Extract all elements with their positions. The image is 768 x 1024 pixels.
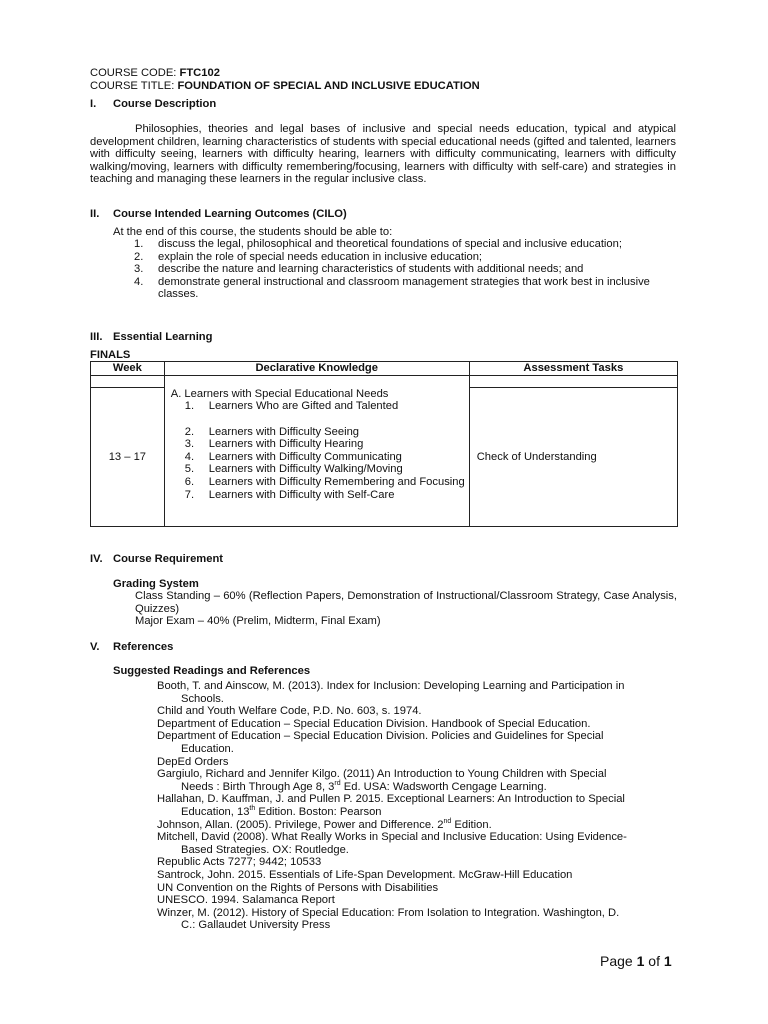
topic-heading: A. Learners with Special Educational Needs: [170, 387, 389, 400]
list-item: UN Convention on the Rights of Persons with Disabilities: [157, 881, 439, 894]
topic-list: [185, 400, 465, 501]
list-item: Santrock, John. 2015. Essentials of Life-Span Development. McGraw-Hill Education: [157, 868, 573, 881]
list-item: 6. Learners with Difficulty Remembering and Focusing: [184, 476, 465, 489]
list-item: Booth, T. and Ainscow, M. (2013). Index for Inclusion: Developing Learning and Participation in Schools.: [157, 680, 625, 705]
list-item: 3. describe the nature and learning characteristics of students with additional needs; and: [134, 263, 584, 276]
class-standing-line: Class Standing – 60% (Reflection Papers, Demonstration of Instructional/Classroom Strategy, Case Analysis, Quizzes): [135, 590, 677, 615]
list-item: 1. Learners Who are Gifted and Talented: [184, 400, 399, 413]
list-item: Hallahan, D. Kauffman, J. and Pullen P. 2015. Exceptional Learners: An Introduction to Special Education, 13th Edition. Boston: Pearson: [157, 793, 625, 818]
list-item: 4. demonstrate general instructional and classroom management strategies that work best in inclusive classes.: [134, 275, 650, 301]
section-essential-learning: III. Essential Learning: [90, 331, 213, 343]
list-item: 2. explain the role of special needs education in inclusive education;: [134, 250, 483, 263]
list-item: 3. Learners with Difficulty Hearing: [184, 438, 364, 451]
list-item: Johnson, Allan. (2005). Privilege, Power and Difference. 2nd Edition.: [157, 817, 492, 831]
section-references: V. References: [90, 641, 174, 653]
list-item: 4. Learners with Difficulty Communicating: [184, 450, 402, 463]
table-spacer-row: [91, 376, 678, 388]
major-exam-line: Major Exam – 40% (Prelim, Midterm, Final Exam): [135, 615, 381, 628]
list-item: Department of Education – Special Education Division. Handbook of Special Education.: [157, 717, 591, 730]
list-item: 7. Learners with Difficulty with Self-Care: [184, 488, 395, 501]
list-item: Republic Acts 7277; 9442; 10533: [157, 856, 322, 869]
cilo-list: [134, 238, 664, 301]
list-item: Child and Youth Welfare Code, P.D. No. 603, s. 1974.: [157, 705, 422, 718]
column-header-week: Week: [91, 362, 165, 376]
list-item: UNESCO. 1994. Salamanca Report: [157, 894, 335, 907]
list-item: 1. discuss the legal, philosophical and theoretical foundations of special and inclusive education;: [134, 238, 622, 250]
week-cell: 13 – 17: [91, 388, 165, 527]
list-item: 5. Learners with Difficulty Walking/Moving: [184, 463, 403, 476]
essential-learning-table: [90, 361, 678, 527]
table-header-row: [91, 362, 678, 376]
table-row: [91, 388, 678, 527]
column-header-assessment-tasks: Assessment Tasks: [469, 362, 677, 376]
list-item: DepEd Orders: [157, 755, 229, 768]
declarative-knowledge-cell: [164, 388, 469, 527]
list-item: 2. Learners with Difficulty Seeing: [184, 425, 360, 438]
course-code: COURSE CODE: FTC102: [90, 67, 220, 79]
grading-system-title: Grading System: [113, 578, 199, 590]
list-item: Department of Education – Special Education Division. Policies and Guidelines for Special Education.: [157, 730, 604, 755]
course-description-text: Philosophies, theories and legal bases of inclusive and special needs education, typical and atypical development children, learning characteristics of students with special educational needs (gifted and talented, learners with difficulty seeing, learners with difficulty hearing, learners with difficulty communicating, learners with difficulty walking/moving, learners with difficulty remembering/focusing, learners with difficulty with self-care) and strategies in teaching and managing these learners in the regular inclusive class.: [90, 123, 676, 186]
cilo-intro: At the end of this course, the students should be able to:: [113, 226, 393, 238]
column-header-declarative-knowledge: Declarative Knowledge: [164, 362, 469, 376]
course-header: [90, 67, 480, 92]
assessment-cell: Check of Understanding: [469, 388, 677, 527]
section-course-requirement: IV. Course Requirement: [90, 553, 224, 565]
references-title: Suggested Readings and References: [113, 665, 311, 677]
list-item: Gargiulo, Richard and Jennifer Kilgo. (2011) An Introduction to Young Children with Special Needs : Birth Through Age 8, 3rd Ed. USA: Wadsworth Cengage Learning.: [157, 768, 607, 793]
list-item: Winzer, M. (2012). History of Special Education: From Isolation to Integration. Washington, D. C.: Gallaudet University Press: [157, 906, 620, 932]
section-course-description: I. Course Description: [90, 98, 217, 110]
list-item: Mitchell, David (2008). What Really Works in Special and Inclusive Education: Using Evidence-Based Strategies. OX: Routledge.: [157, 831, 627, 856]
reference-list: [157, 680, 627, 932]
section-cilo: II. Course Intended Learning Outcomes (CILO): [90, 208, 347, 220]
grading-system-text: [135, 590, 677, 628]
course-title: COURSE TITLE: FOUNDATION OF SPECIAL AND INCLUSIVE EDUCATION: [90, 79, 480, 92]
finals-label: FINALS: [90, 349, 131, 361]
page-number: Page 1 of 1: [600, 953, 672, 969]
list-gap: [185, 413, 465, 426]
